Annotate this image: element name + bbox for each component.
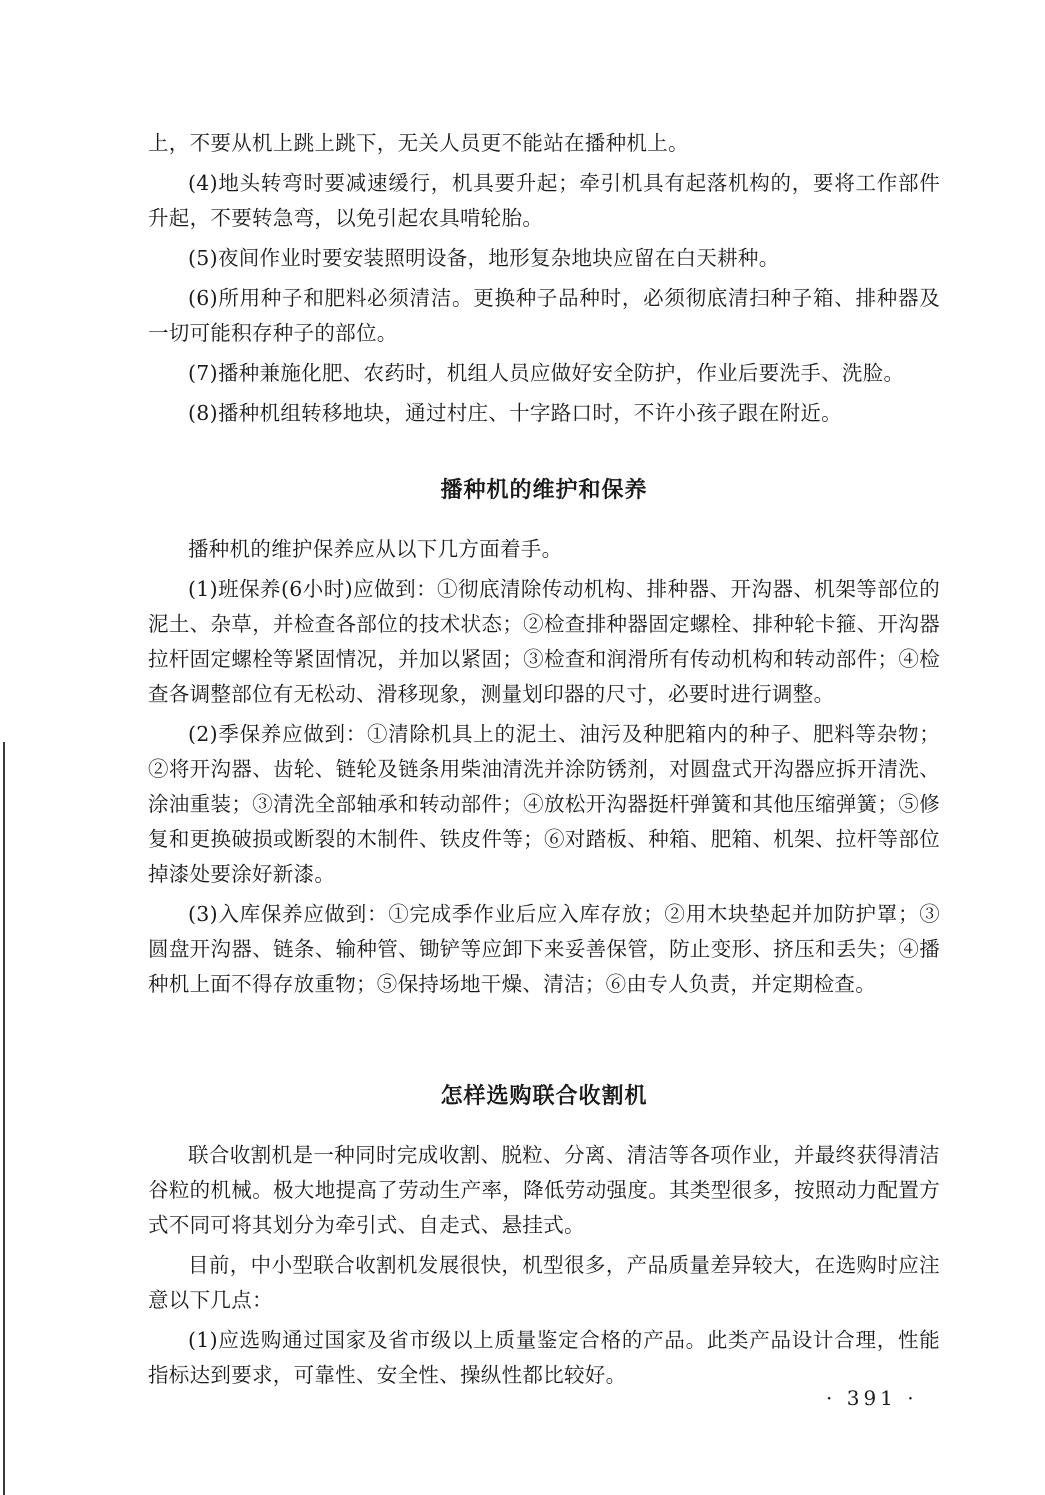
paragraph-maintenance-intro: 播种机的维护保养应从以下几方面着手。 [188,537,563,561]
paragraph-harvester-market: 目前，中小型联合收割机发展很快，机型很多，产品质量差异较大，在选购时应注意以下几点： [148,1253,940,1312]
scan-margin-line [3,742,5,1495]
paragraph-harvester-intro: 联合收割机是一种同时完成收割、脱粒、分离、清洁等各项作业，并最终获得清洁谷粒的机械。极大地提高了劳动生产率，降低劳动强度。其类型很多，按照动力配置方式不同可将其划分为牵引式、自走式、悬挂式。 [148,1143,940,1237]
page-number: · 391 · [826,1386,918,1410]
section-safety-rules [148,126,940,431]
section-title-maintenance: 播种机的维护和保养 [440,478,648,503]
paragraph-rule-7: (7)播种兼施化肥、农药时，机组人员应做好安全防护，作业后要洗手、洗脸。 [188,361,905,385]
paragraph-season-maintenance: (2)季保养应做到：①清除机具上的泥土、油污及种肥箱内的种子、肥料等杂物；②将开沟器、齿轮、链轮及链条用柴油清洗并涂防锈剂，对圆盘式开沟器应拆开清洗、涂油重装；③清洗全部轴承和转动部件；④放松开沟器挺杆弹簧和其他压缩弹簧；⑤修复和更换破损或断裂的木制件、铁皮件等；⑥对踏板、种箱、肥箱、机架、拉杆等部位掉漆处要涂好新漆。 [148,722,940,886]
section-harvester [148,1138,940,1393]
section-maintenance [148,532,940,1002]
paragraph-storage-maintenance: (3)入库保养应做到：①完成季作业后应入库存放；②用木块垫起并加防护罩；③圆盘开沟器、链条、输种管、锄铲等应卸下来妥善保管，防止变形、挤压和丢失；④播种机上面不得存放重物；⑤保持场地干燥、清洁；⑥由专人负责，并定期检查。 [148,902,940,996]
paragraph-shift-maintenance: (1)班保养(6小时)应做到：①彻底清除传动机构、排种器、开沟器、机架等部位的泥土、杂草，并检查各部位的技术状态；②检查排种器固定螺栓、排种轮卡箍、开沟器拉杆固定螺栓等紧固情况，并加以紧固；③检查和润滑所有传动机构和转动部件；④检查各调整部位有无松动、滑移现象，测量划印器的尺寸，必要时进行调整。 [148,577,940,706]
paragraph-harvester-point-1: (1)应选购通过国家及省市级以上质量鉴定合格的产品。此类产品设计合理，性能指标达到要求，可靠性、安全性、操纵性都比较好。 [148,1328,940,1387]
paragraph-rule-6: (6)所用种子和肥料必须清洁。更换种子品种时，必须彻底清扫种子箱、排种器及一切可能积存种子的部位。 [148,286,940,345]
paragraph-rule-4: (4)地头转弯时要减速缓行，机具要升起；牵引机具有起落机构的，要将工作部件升起，不要转急弯，以免引起农具啃轮胎。 [148,171,940,230]
section-title-harvester: 怎样选购联合收割机 [440,1084,648,1109]
paragraph-rule-8: (8)播种机组转移地块，通过村庄、十字路口时，不许小孩子跟在附近。 [188,401,842,425]
paragraph-rule-5: (5)夜间作业时要安装照明设备，地形复杂地块应留在白天耕种。 [188,246,780,270]
paragraph-continuation: 上，不要从机上跳上跳下，无关人员更不能站在播种机上。 [148,131,689,155]
